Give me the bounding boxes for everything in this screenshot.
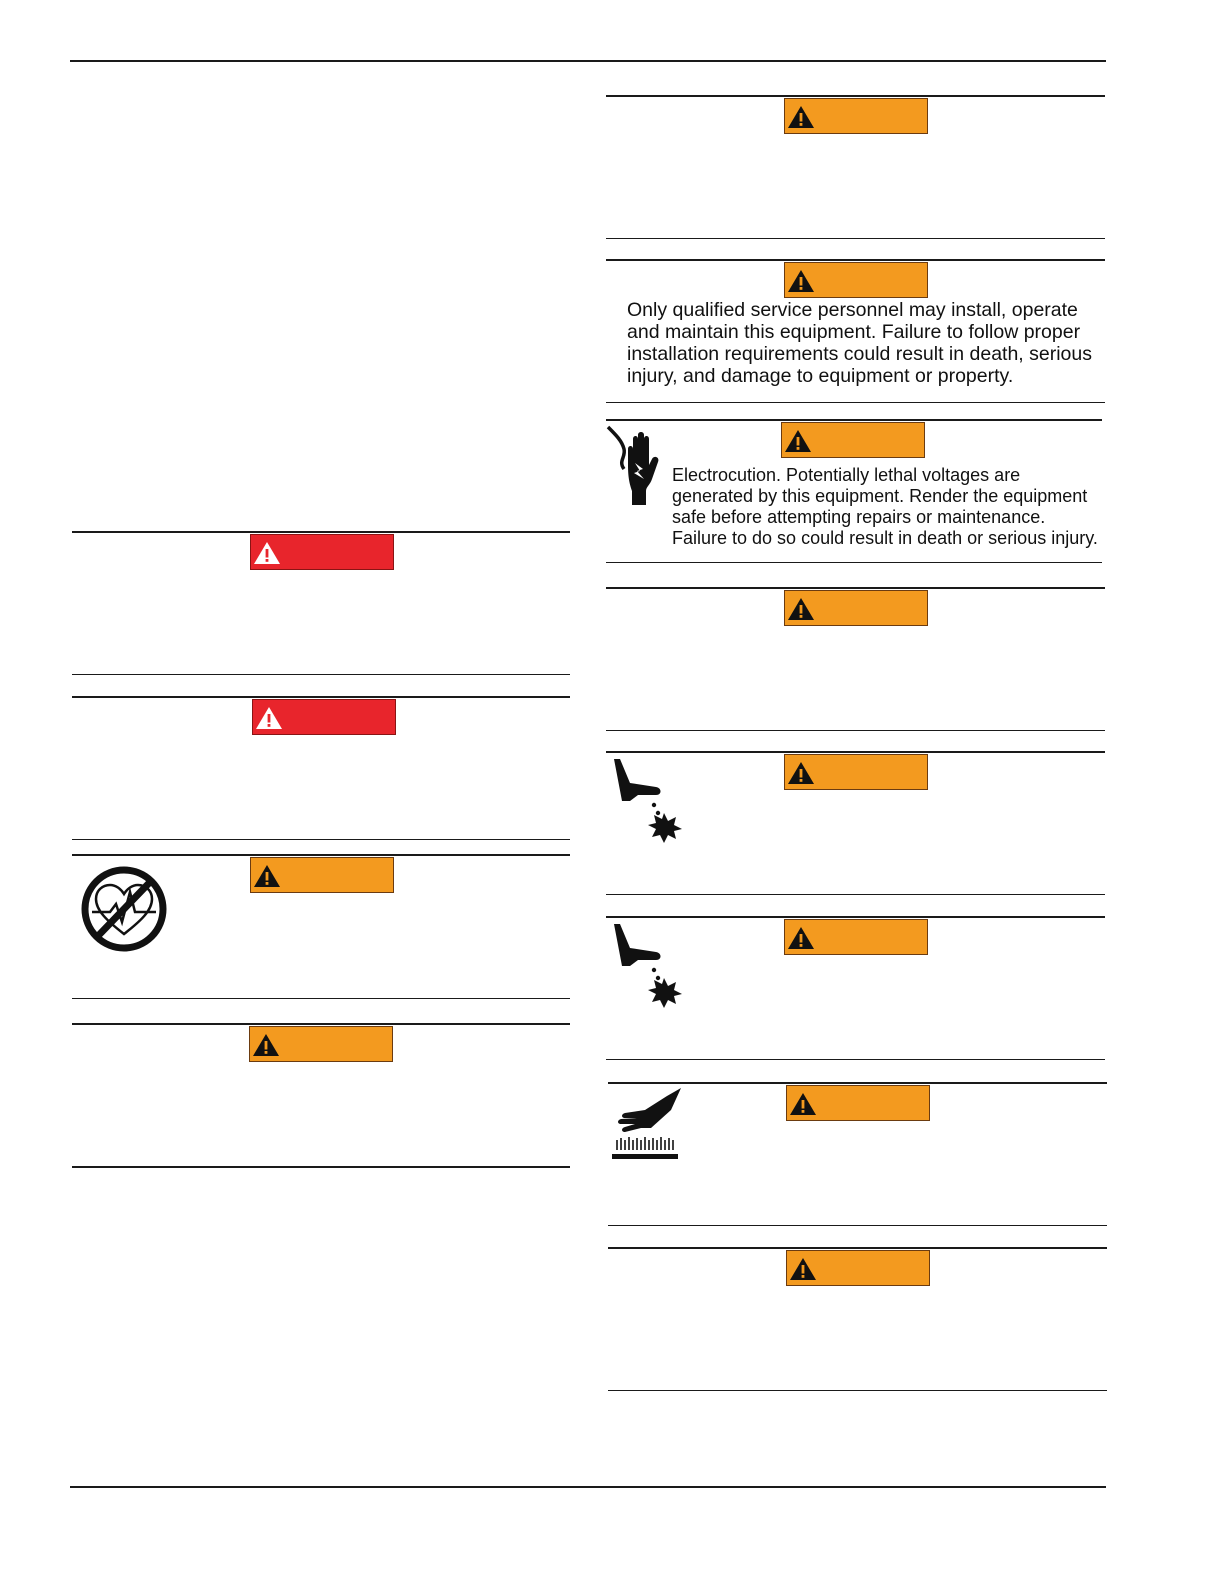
warning-notice-electrocution: [606, 419, 1102, 563]
warning-notice-right-4: [606, 587, 1105, 731]
warning-notice-rotating-parts-2: [606, 916, 1105, 1060]
danger-notice-2: [72, 696, 570, 840]
warning-notice-right-1: [606, 95, 1105, 239]
alert-triangle-icon: [253, 864, 281, 888]
warning-badge: [249, 1026, 393, 1062]
warning-badge: [784, 262, 928, 298]
alert-triangle-icon: [784, 429, 812, 453]
warning-badge: [786, 1085, 930, 1121]
danger-badge: [250, 534, 394, 570]
electrocution-hand-icon: [606, 425, 672, 509]
warning-badge: [784, 590, 928, 626]
alert-triangle-icon: [787, 926, 815, 950]
alert-triangle-icon: [789, 1257, 817, 1281]
alert-triangle-icon: [255, 706, 283, 730]
header-rule: [70, 60, 1106, 62]
alert-triangle-icon: [787, 761, 815, 785]
qualified-personnel-text: Only qualified service personnel may install, operate and maintain this equipment. Failure to follow proper installation requirements could result in death, serious injury, and damage to equipment or property.: [627, 299, 1093, 387]
danger-badge: [252, 699, 396, 735]
warning-notice-qualified-personnel: [606, 259, 1105, 403]
warning-notice-rotating-parts-1: [606, 751, 1105, 895]
warning-badge: [784, 754, 928, 790]
alert-triangle-icon: [252, 1033, 280, 1057]
warning-notice-right-8: [608, 1247, 1107, 1391]
rotating-parts-hand-icon: [608, 922, 684, 1008]
warning-notice-pacemaker: [72, 854, 570, 999]
warning-badge: [784, 98, 928, 134]
alert-triangle-icon: [787, 105, 815, 129]
footer-rule: [70, 1486, 1106, 1488]
no-pacemaker-icon: [80, 864, 168, 954]
warning-badge: [781, 422, 925, 458]
warning-badge: [250, 857, 394, 893]
alert-triangle-icon: [253, 541, 281, 565]
hot-surface-hand-icon: [611, 1088, 683, 1162]
warning-badge: [784, 919, 928, 955]
alert-triangle-icon: [787, 269, 815, 293]
rotating-parts-hand-icon: [608, 757, 684, 843]
warning-badge: [786, 1250, 930, 1286]
electrocution-text: Electrocution. Potentially lethal voltages are generated by this equipment. Render the equipment safe before attempting repairs or maintenance. Failure to do so could result in death or serious injury.: [672, 465, 1098, 548]
warning-notice-hot-surface: [608, 1082, 1107, 1226]
danger-notice-1: [72, 531, 570, 675]
warning-notice-left-4: [72, 1023, 570, 1168]
alert-triangle-icon: [787, 597, 815, 621]
alert-triangle-icon: [789, 1092, 817, 1116]
